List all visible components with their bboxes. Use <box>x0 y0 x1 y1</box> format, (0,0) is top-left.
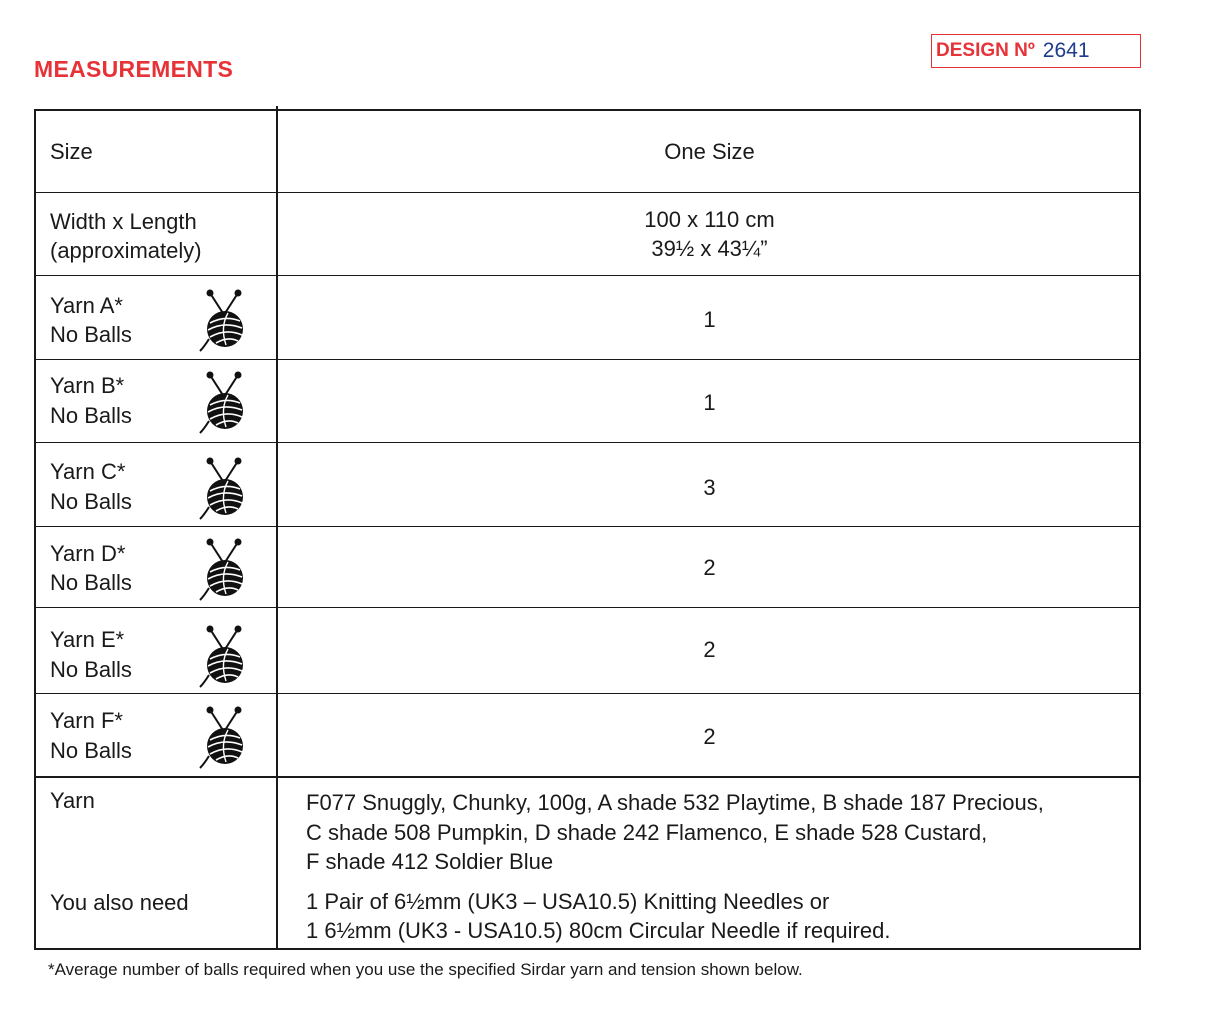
row-separator <box>34 693 1141 694</box>
row-separator <box>34 607 1141 608</box>
yarn-f-balls: 2 <box>703 724 716 749</box>
yarn-ball-needles-icon <box>198 623 248 689</box>
yarn-a-sublabel: No Balls <box>50 322 132 347</box>
yarn-e-balls: 2 <box>703 637 716 662</box>
measurements-table <box>34 109 1141 950</box>
design-number-box <box>931 34 1141 68</box>
yarn-b-label: Yarn B* <box>50 373 125 398</box>
size-label: Size <box>50 139 93 164</box>
yarn-d-balls: 2 <box>703 555 716 580</box>
page-title: MEASUREMENTS <box>34 56 234 82</box>
yarn-d-sublabel: No Balls <box>50 570 132 595</box>
design-number: 2641 <box>1042 39 1090 62</box>
row-separator <box>34 776 1141 778</box>
yarn-f-sublabel: No Balls <box>50 738 132 763</box>
footnote: *Average number of balls required when you use the specified Sirdar yarn and tension shown below. <box>48 960 803 979</box>
yarn-b-balls: 1 <box>703 390 716 415</box>
yarn-c-label: Yarn C* <box>50 459 126 484</box>
yarn-a-balls: 1 <box>703 307 716 332</box>
table-top-border <box>34 109 1141 111</box>
yarn-c-sublabel: No Balls <box>50 489 132 514</box>
yarn-c-balls: 3 <box>703 475 716 500</box>
yarn-details-line-2: C shade 508 Pumpkin, D shade 242 Flamenco, E shade 528 Custard, <box>306 820 988 845</box>
yarn-ball-needles-icon <box>198 369 248 435</box>
yarn-ball-needles-icon <box>198 455 248 521</box>
yarn-b-sublabel: No Balls <box>50 403 132 428</box>
dimensions-label-line2: (approximately) <box>50 238 202 263</box>
also-need-line-1: 1 Pair of 6½mm (UK3 – USA10.5) Knitting Needles or <box>306 889 830 914</box>
row-separator <box>34 192 1141 193</box>
table-bottom-border <box>34 948 1141 950</box>
table-left-border <box>34 109 36 950</box>
dimensions-label-line1: Width x Length <box>50 209 197 234</box>
also-need-line-2: 1 6½mm (UK3 - USA10.5) 80cm Circular Needle if required. <box>306 918 891 943</box>
yarn-ball-needles-icon <box>198 704 248 770</box>
size-value: One Size <box>664 139 755 164</box>
design-label: DESIGN Nº <box>936 40 1035 61</box>
yarn-e-label: Yarn E* <box>50 627 125 652</box>
yarn-ball-needles-icon <box>198 287 248 353</box>
row-separator <box>34 442 1141 443</box>
also-need-label: You also need <box>50 890 189 915</box>
yarn-f-label: Yarn F* <box>50 708 123 733</box>
yarn-details-line-3: F shade 412 Soldier Blue <box>306 849 554 874</box>
yarn-details-label: Yarn <box>50 788 95 813</box>
dimensions-value-inches: 39½ x 43¼” <box>651 236 768 261</box>
yarn-ball-needles-icon <box>198 536 248 602</box>
yarn-d-label: Yarn D* <box>50 541 126 566</box>
row-separator <box>34 526 1141 527</box>
row-separator <box>34 359 1141 360</box>
row-separator <box>34 275 1141 276</box>
yarn-details-line-1: F077 Snuggly, Chunky, 100g, A shade 532 Playtime, B shade 187 Precious, <box>306 790 1044 815</box>
yarn-a-label: Yarn A* <box>50 293 123 318</box>
yarn-e-sublabel: No Balls <box>50 657 132 682</box>
dimensions-value-cm: 100 x 110 cm <box>644 207 775 232</box>
